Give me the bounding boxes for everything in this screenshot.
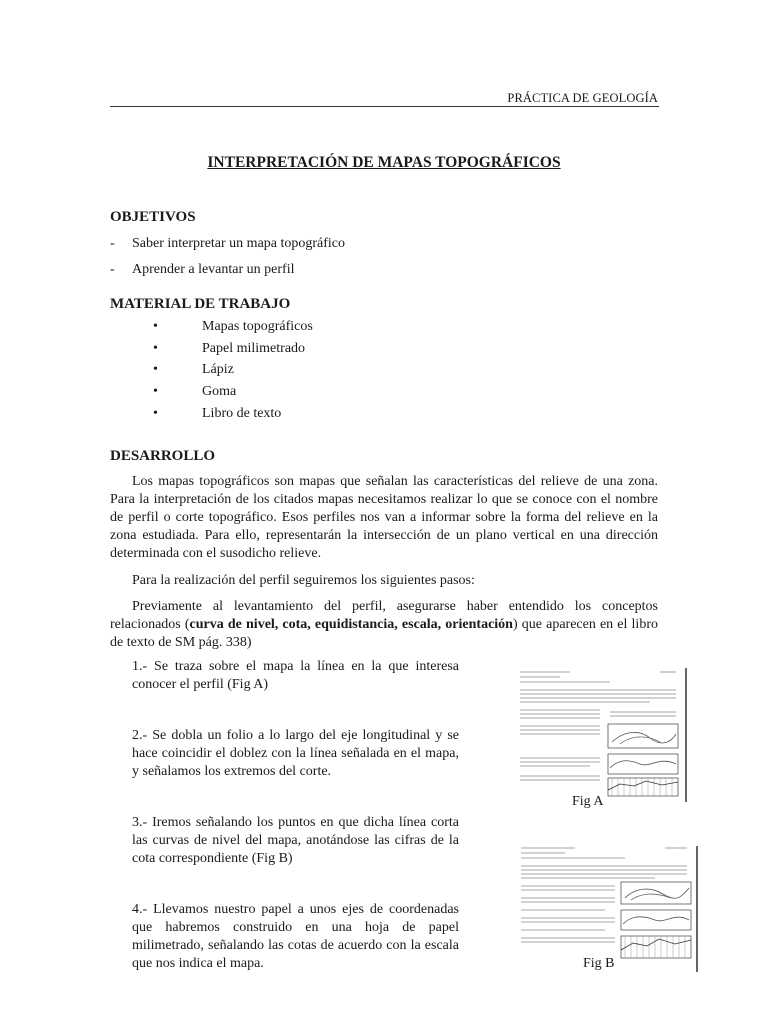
- desarrollo-paragraph: [110, 572, 658, 590]
- fig-b-image: [505, 838, 701, 974]
- step-1: 1.- Se traza sobre el mapa la línea en la que interesa conocer el perfil (Fig A): [132, 659, 459, 692]
- objetivo-item: [110, 262, 294, 278]
- fig-a-image: [500, 664, 692, 804]
- step-3: 3.- Iremos señalando los puntos en que dicha línea corta las curvas de nivel del mapa, anotándose las cifras de la cota correspondiente (Fig B): [132, 815, 459, 866]
- objetivos-heading: OBJETIVOS: [110, 209, 196, 225]
- bullet-icon: •: [153, 319, 158, 334]
- desarrollo-paragraph: [110, 473, 658, 563]
- paragraph-text: Para la realización del perfil seguiremos los siguientes pasos:: [132, 573, 475, 588]
- concepts-bold: curva de nivel, cota, equidistancia, escala, orientación: [189, 617, 513, 632]
- objetivo-text: Saber interpretar un mapa topográfico: [132, 236, 346, 251]
- step-4: 4.- Llevamos nuestro papel a unos ejes de coordenadas que habremos construido en una hoja de papel milimetrado, señalando las cotas de acuerdo con la escala que nos indica el mapa.: [132, 902, 459, 971]
- bullet-icon: •: [153, 341, 158, 356]
- material-item: Mapas topográficos: [202, 319, 313, 334]
- page-title: INTERPRETACIÓN DE MAPAS TOPOGRÁFICOS: [207, 154, 561, 171]
- dash-marker: -: [110, 236, 115, 251]
- paragraph-text: Previamente al levantamiento del perfil, asegurarse haber entendido los conceptos relacionados (: [110, 599, 658, 632]
- paragraph-text: Los mapas topográficos son mapas que señalan las características del relieve de una zona. Para la interpretación de los citados mapas necesitamos realizar lo que se conoce con el nombre de perfil o corte topográfico. Esos perfiles nos van a informar sobre la forma del relieve en la zona estudiada. Para ello, representarán la intersección de un plano vertical en una dirección determinada con el susodicho relieve.: [110, 474, 658, 561]
- paragraph-text: ) que aparecen en el libro de texto de SM pág. 338): [110, 617, 658, 650]
- material-item: Lápiz: [202, 362, 234, 377]
- step-2: 2.- Se dobla un folio a lo largo del eje longitudinal y se hace coincidir el doblez con la línea señalada en el mapa, y señalamos los extremos del corte.: [132, 728, 459, 779]
- desarrollo-paragraph: [110, 598, 658, 652]
- fig-a-caption: Fig A: [572, 794, 604, 809]
- objetivo-item: [110, 236, 345, 252]
- bullet-icon: •: [153, 384, 158, 399]
- material-item: Goma: [202, 384, 237, 399]
- desarrollo-heading: DESARROLLO: [110, 448, 216, 464]
- material-item: Libro de texto: [202, 406, 282, 421]
- running-header: PRÁCTICA DE GEOLOGÍA: [507, 91, 658, 105]
- dash-marker: -: [110, 262, 115, 277]
- objetivo-text: Aprender a levantar un perfil: [132, 262, 295, 277]
- header-rule: [110, 106, 659, 107]
- material-item: Papel milimetrado: [202, 341, 306, 356]
- material-heading: MATERIAL DE TRABAJO: [110, 296, 291, 312]
- bullet-icon: •: [153, 362, 158, 377]
- fig-b-caption: Fig B: [583, 956, 615, 971]
- bullet-icon: •: [153, 406, 158, 421]
